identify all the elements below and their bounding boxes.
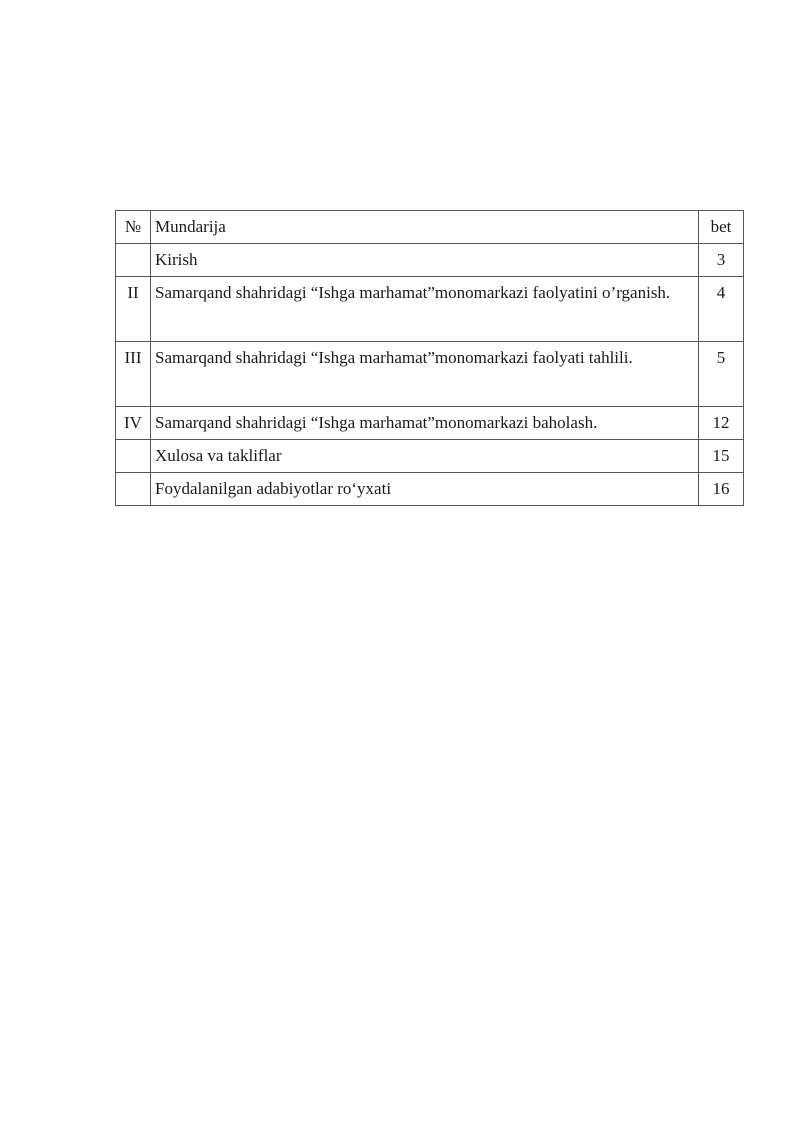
toc-row-number [116, 244, 151, 277]
toc-row-title: Samarqand shahridagi “Ishga marhamat”monomarkazi faolyatini o’rganish. [151, 277, 699, 342]
toc-row-title: Xulosa va takliflar [151, 440, 699, 473]
toc-row-page: 3 [699, 244, 744, 277]
toc-row-title: Samarqand shahridagi “Ishga marhamat”monomarkazi faolyati tahlili. [151, 342, 699, 407]
toc-row [116, 473, 744, 506]
toc-row-page: 16 [699, 473, 744, 506]
toc-row-page: 5 [699, 342, 744, 407]
toc-row-number [116, 473, 151, 506]
toc-row-number: II [116, 277, 151, 342]
toc-row-title: Foydalanilgan adabiyotlar ro‘yxati [151, 473, 699, 506]
toc-row-page: 15 [699, 440, 744, 473]
toc-row [116, 440, 744, 473]
toc-row-number [116, 440, 151, 473]
toc-row-number: IV [116, 407, 151, 440]
toc-row-title: Samarqand shahridagi “Ishga marhamat”monomarkazi baholash. [151, 407, 699, 440]
toc-row-page: 4 [699, 277, 744, 342]
toc-row [116, 244, 744, 277]
toc-header-row [116, 211, 744, 244]
toc-row-title: Kirish [151, 244, 699, 277]
toc-row-number: III [116, 342, 151, 407]
header-contents: Mundarija [151, 211, 699, 244]
toc-row [116, 277, 744, 342]
toc-row [116, 407, 744, 440]
header-number: № [116, 211, 151, 244]
toc-row [116, 342, 744, 407]
header-page: bet [699, 211, 744, 244]
table-of-contents [115, 210, 744, 506]
toc-row-page: 12 [699, 407, 744, 440]
